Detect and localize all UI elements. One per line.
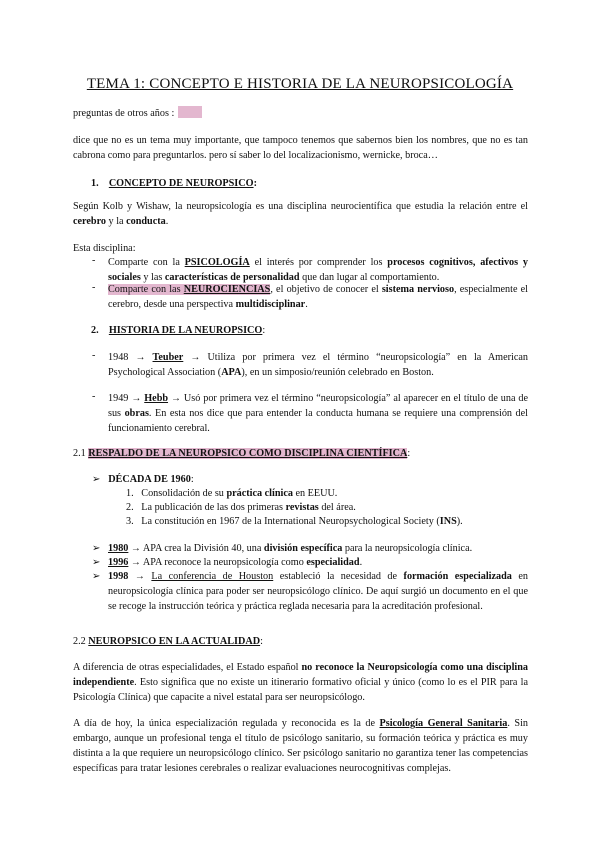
section-1-heading: 1. CONCEPTO DE NEUROPSICO: (91, 178, 257, 189)
bullet-dash: - (92, 282, 96, 293)
highlight-mark (178, 106, 202, 118)
current-status-paragraph-2: A día de hoy, la única especialización regulada y reconocida es la de Psicología General Sanitaria. Sin embargo, aunque un profesional tenga el título de psicólogo sanitario, su formación teórica y práctica es muy distinta a la que requiere un neuropsicólogo clínico. Ser psicólogo sanitario no garantiza tener las competencias específicas para tratar lesiones cerebrales o realizar evaluaciones neurocognitivas complejas. (73, 718, 528, 774)
intro-label: preguntas de otros años : (73, 108, 175, 119)
definition-paragraph: Según Kolb y Wishaw, la neuropsicología es una disciplina neurocientífica que estudia la relación entre el cerebro y la conducta. (73, 201, 528, 227)
decade-list-item-2: 2. La publicación de las dos primeras revistas del área. (126, 502, 356, 513)
bullet-dash: - (92, 255, 96, 266)
current-status-paragraph-1: A diferencia de otras especialidades, el Estado español no reconoce la Neuropsicología como una disciplina independiente. Esto significa que no existe un itinerario formativo oficial y único (como lo es el PIR para la Psicología Clínica) que capacite a nivel estatal para ser neuropsicólogo. (73, 662, 528, 703)
milestone-1996: 1996 → APA reconoce la neuropsicología como especialidad. (108, 557, 363, 568)
intro-label-line (73, 106, 533, 121)
decade-1960: ➢ DÉCADA DE 1960: (92, 474, 194, 485)
milestone-1980: 1980 → APA crea la División 40, una división específica para la neuropsicología clínica. (108, 543, 473, 554)
bullet-dash: - (92, 350, 96, 361)
bullet-dash: - (92, 391, 96, 402)
document-title: TEMA 1: CONCEPTO E HISTORIA DE LA NEUROPSICOLOGÍA (86, 76, 514, 92)
history-entry-1948: 1948 → Teuber → Utiliza por primera vez el término “neuropsicología” en la American Psychological Association (APA), en un simposio/reunión celebrado en Boston. (108, 352, 528, 378)
arrow-bullet: ➢ (92, 557, 101, 568)
section-2-1-heading: 2.1 RESPALDO DE LA NEUROPSICO COMO DISCIPLINA CIENTÍFICA: (73, 448, 411, 459)
section-2-2-heading: 2.2 NEUROPSICO EN LA ACTUALIDAD: (73, 636, 263, 647)
decade-list-item-3: 3. La constitución en 1967 de la International Neuropsychological Society (INS). (126, 516, 463, 527)
discipline-intro: Esta disciplina: (73, 243, 136, 254)
arrow-bullet: ➢ (92, 543, 101, 554)
decade-list-item-1: 1. Consolidación de su práctica clínica en EEUU. (126, 488, 338, 499)
history-entry-1949: 1949 → Hebb → Usó por primera vez el término “neuropsicología” al aparecer en el título de una de sus obras. En esta nos dice que para entender la conducta humana se requiere una comprensión del funcionamiento cerebral. (108, 393, 529, 434)
intro-note: dice que no es un tema muy importante, que tampoco tenemos que sabernos bien los nombres, que no es tan cabrona como para preguntarlos. pero sí saber lo del localizacionismo, wernicke, broca… (73, 135, 528, 161)
list-item-neurociencias: Comparte con las NEUROCIENCIAS, el objetivo de conocer el sistema nervioso, especialmente el cerebro, desde una perspectiva multidisciplinar. (108, 284, 528, 310)
milestone-1998: 1998 → La conferencia de Houston estableció la necesidad de formación especializada en neuropsicología clínica para poder ser neuropsicólogo clínico. De aquí surgió un documento en el que se recoge la instrucción teórica y práctica reglada necesaria para la acreditación profesional. (108, 571, 528, 612)
arrow-bullet: ➢ (92, 571, 101, 582)
list-item-psicologia: Comparte con la PSICOLOGÍA el interés por comprender los procesos cognitivos, afectivos y sociales y las características de personalidad que dan lugar al comportamiento. (108, 257, 528, 283)
section-2-heading: 2. HISTORIA DE LA NEUROPSICO: (91, 325, 266, 336)
